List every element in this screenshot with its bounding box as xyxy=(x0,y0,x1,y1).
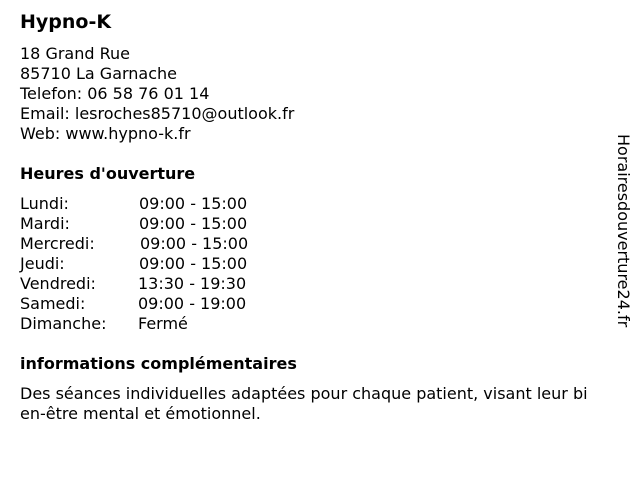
hours-time: 09:00 - 19:00 xyxy=(138,294,247,313)
website: Web: www.hypno-k.fr xyxy=(20,124,191,143)
contact-details xyxy=(20,44,294,144)
hours-row-thursday xyxy=(20,254,320,274)
phone-number: Telefon: 06 58 76 01 14 xyxy=(20,84,210,103)
additional-info-line: Des séances individuelles adaptées pour chaque patient, visant leur bi xyxy=(20,384,588,403)
hours-row-wednesday xyxy=(20,234,320,254)
site-watermark: Horairesdouverture24.fr xyxy=(614,134,633,328)
hours-day: Vendredi: xyxy=(20,274,96,293)
hours-time: 09:00 - 15:00 xyxy=(140,234,249,253)
hours-day: Dimanche: xyxy=(20,314,107,333)
hours-time: 09:00 - 15:00 xyxy=(139,194,248,213)
hours-row-monday xyxy=(20,194,320,214)
address-street: 18 Grand Rue xyxy=(20,44,130,63)
hours-day: Samedi: xyxy=(20,294,86,313)
hours-row-saturday xyxy=(20,294,320,314)
address-city: 85710 La Garnache xyxy=(20,64,178,83)
hours-time: 13:30 - 19:30 xyxy=(138,274,247,293)
hours-day: Jeudi: xyxy=(20,254,65,273)
additional-info-line: en-être mental et émotionnel. xyxy=(20,404,261,423)
additional-info-heading: informations complémentaires xyxy=(20,354,297,373)
email-address: Email: lesroches85710@outlook.fr xyxy=(20,104,295,123)
hours-row-tuesday xyxy=(20,214,320,234)
hours-time: 09:00 - 15:00 xyxy=(139,214,248,233)
additional-info-text xyxy=(20,384,632,424)
opening-hours-heading: Heures d'ouverture xyxy=(20,164,196,183)
hours-row-friday xyxy=(20,274,320,294)
opening-hours-table xyxy=(20,194,320,334)
hours-day: Lundi: xyxy=(20,194,69,213)
hours-time: 09:00 - 15:00 xyxy=(139,254,248,273)
hours-time: Fermé xyxy=(138,314,188,333)
business-name: Hypno-K xyxy=(20,11,112,33)
hours-day: Mardi: xyxy=(20,214,70,233)
hours-day: Mercredi: xyxy=(20,234,95,253)
hours-row-sunday xyxy=(20,314,320,334)
